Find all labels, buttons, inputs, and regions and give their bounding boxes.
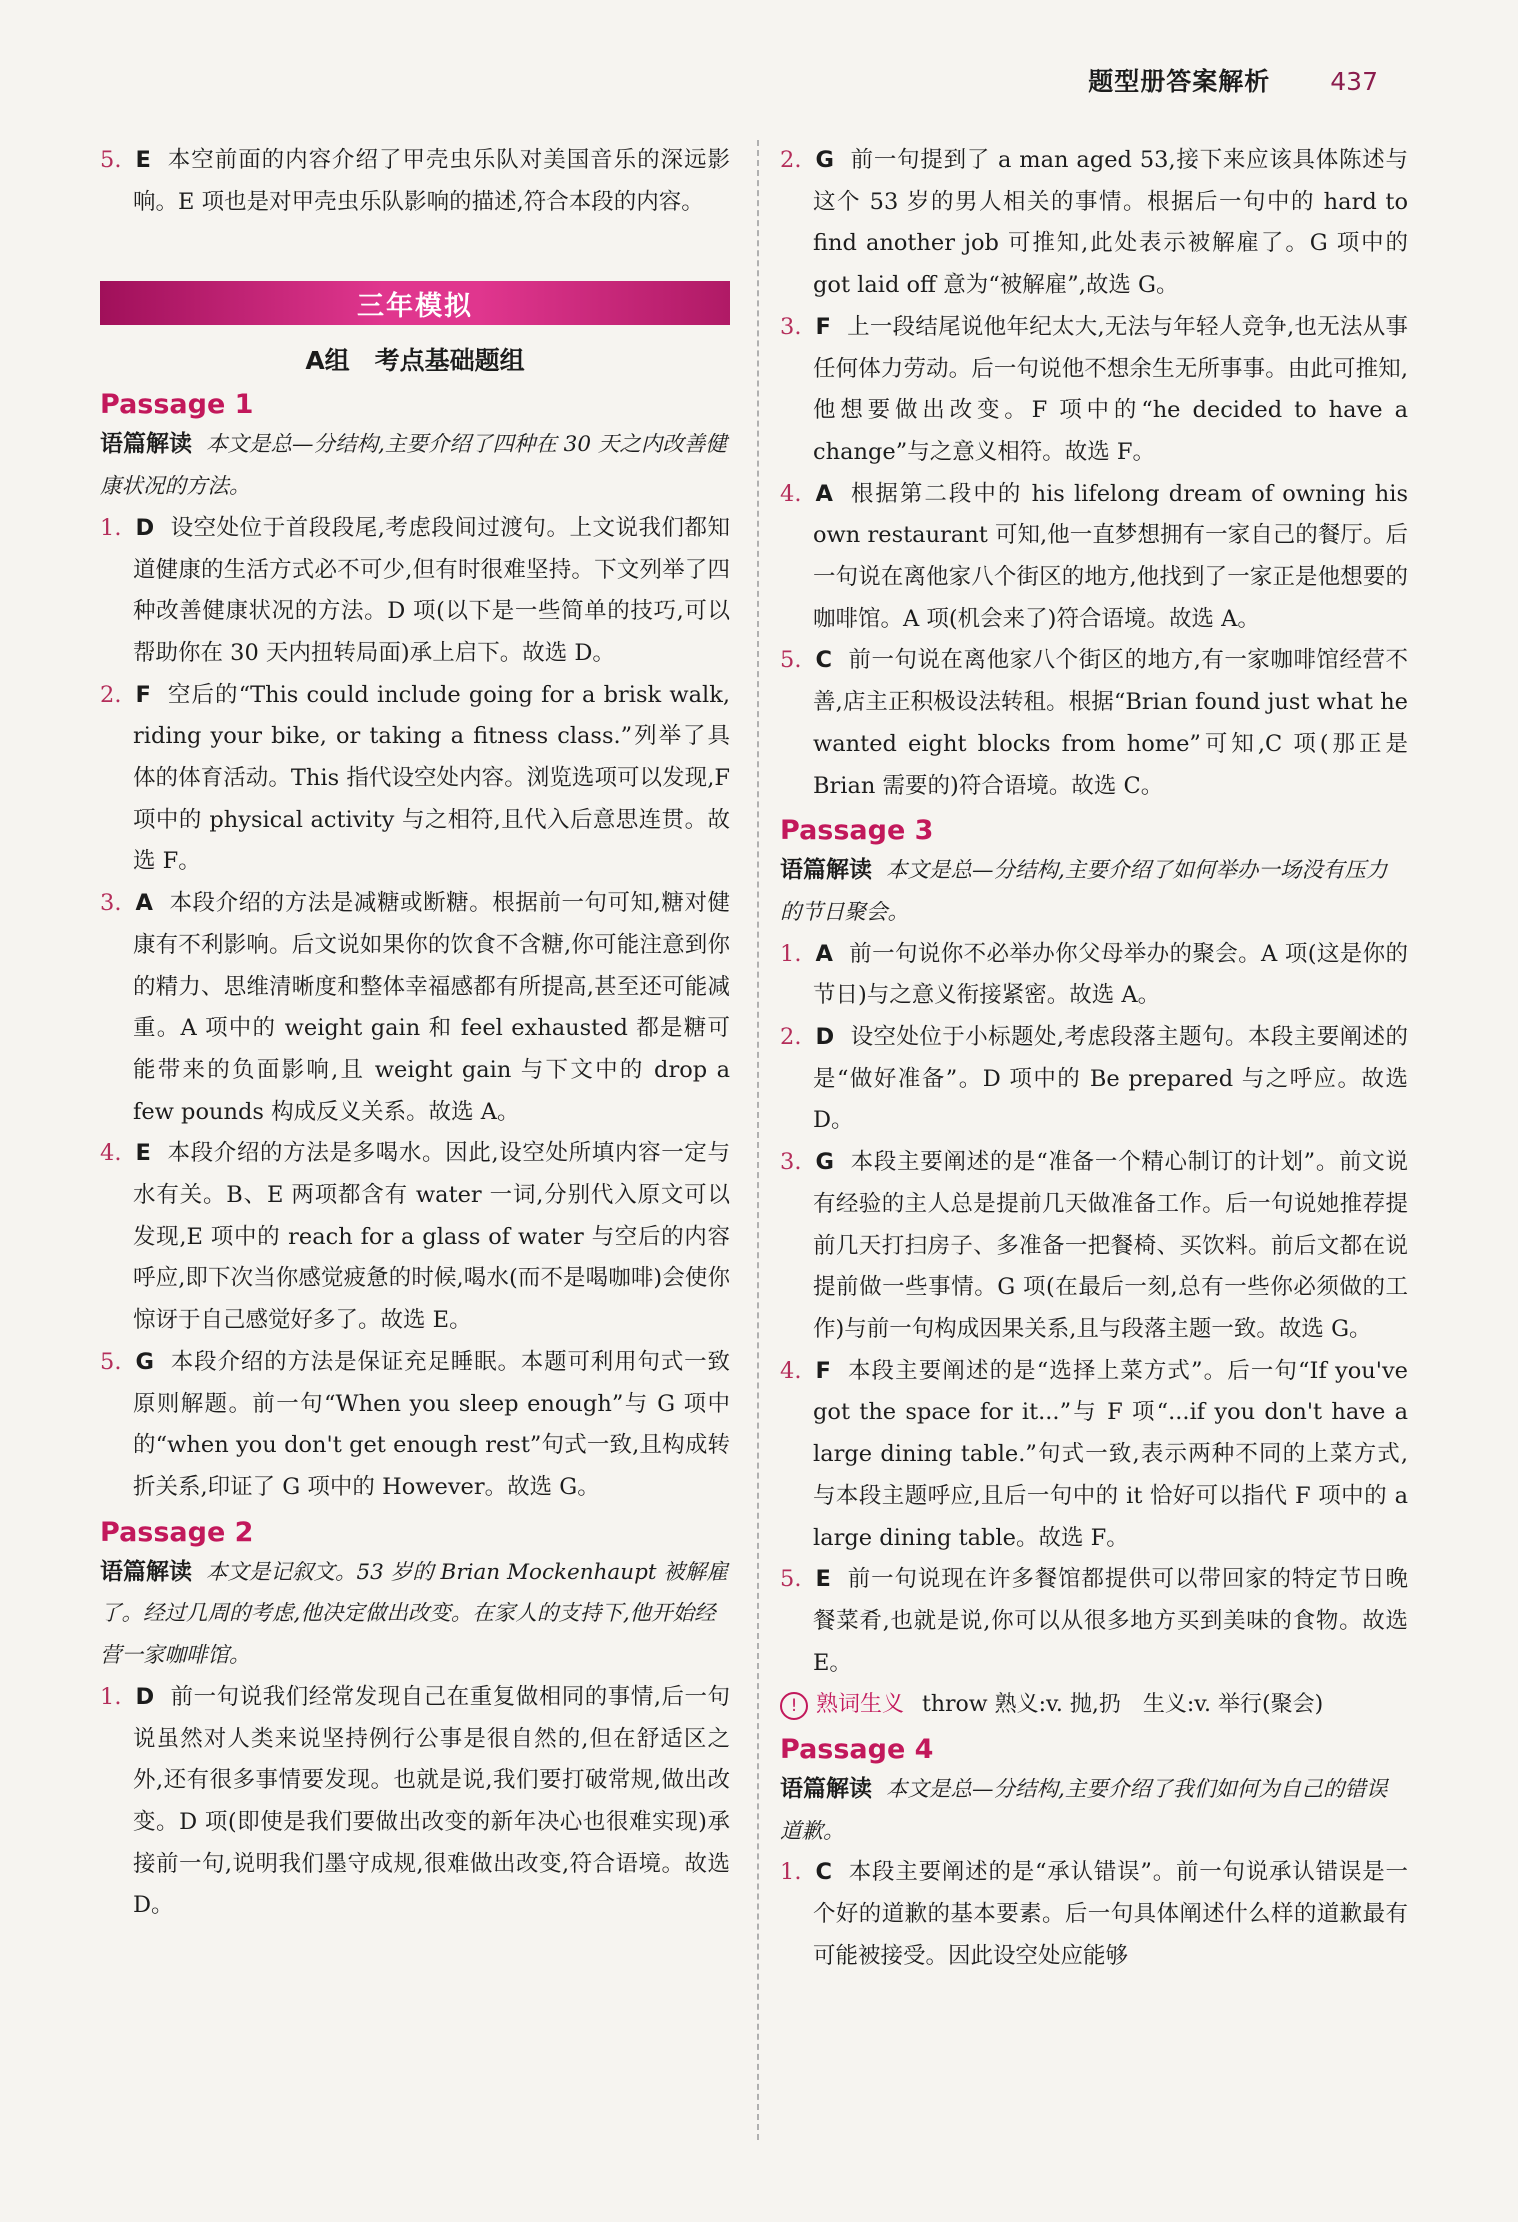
passage-analysis: 语篇解读 本文是记叙文。53 岁的 Brian Mockenhaupt 被解雇了。经过几周的考虑,他决定做出改变。在家人的支持下,他开始经营一家咖啡馆。 xyxy=(100,1558,728,1669)
answer-item: 5. G 本段介绍的方法是保证充足睡眠。本题可利用句式一致原则解题。前一句“When you sleep enough”与 G 项中的“when you don't get enough rest”句式一致,且构成转折关系,印证了 G 项中的 However。故选 G。 xyxy=(100,1348,730,1500)
passage-title: Passage 3 xyxy=(780,815,934,847)
vocab-note: ! 熟词生义 throw 熟义:v. 抛,扔 生义:v. 举行(聚会) xyxy=(780,1684,1408,1726)
answer-item: 1. A 前一句说你不必举办你父母举办的聚会。A 项(这是你的节日)与之意义衔接紧密。故选 A。 xyxy=(780,940,1408,1009)
answer-item: 1. C 本段主要阐述的是“承认错误”。前一句说承认错误是一个好的道歉的基本要素。后一句具体阐述什么样的道歉最有可能被接受。因此设空处应能够 xyxy=(780,1859,1408,1969)
passage-title: Passage 4 xyxy=(780,1734,934,1766)
answer-item: 3. G 本段主要阐述的是“准备一个精心制订的计划”。前文说有经验的主人总是提前几天做准备工作。后一句说她推荐提前几天打扫房子、多准备一把餐椅、买饮料。前后文都在说提前做一些事情。G 项(在最后一刻,总有一些你必须做的工作)与前一句构成因果关系,且与段落主题一致。故选 G。 xyxy=(780,1149,1408,1342)
answer-item: 2. G 前一句提到了 a man aged 53,接下来应该具体陈述与这个 53 岁的男人相关的事情。根据后一句中的 hard to find another job 可推知,此处表示被解雇了。G 项中的 got laid off 意为“被解雇”,故选 G。 xyxy=(780,147,1408,299)
section-banner: 三年模拟 xyxy=(100,281,730,325)
answer-item: 4. A 根据第二段中的 his lifelong dream of owning his own restaurant 可知,他一直梦想拥有一家自己的餐厅。后一句说在离他家八个街区的地方,他找到了一家正是他想要的咖啡馆。A 项(机会来了)符合语境。故选 A。 xyxy=(780,480,1408,632)
passage-analysis: 语篇解读 本文是总—分结构,主要介绍了四种在 30 天之内改善健康状况的方法。 xyxy=(100,431,727,500)
passage-title: Passage 2 xyxy=(100,1516,254,1548)
left-column xyxy=(100,140,730,1927)
answer-item: 1. D 设空处位于首段段尾,考虑段间过渡句。上文说我们都知道健康的生活方式必不可少,但有时很难坚持。下文列举了四种改善健康状况的方法。D 项(以下是一些简单的技巧,可以帮助你在 30 天内扭转局面)承上启下。故选 D。 xyxy=(100,514,730,666)
header-title: 题型册答案解析 xyxy=(1088,67,1271,96)
page-number: 437 xyxy=(1330,67,1378,96)
answer-item: 5. C 前一句说在离他家八个街区的地方,有一家咖啡馆经营不善,店主正积极设法转租。根据“Brian found just what he wanted eight blocks from home”可知,C 项(那正是 Brian 需要的)符合语境。故选 C。 xyxy=(780,647,1408,799)
answer-item: 2. D 设空处位于小标题处,考虑段落主题句。本段主要阐述的是“做好准备”。D 项中的 Be prepared 与之呼应。故选 D。 xyxy=(780,1024,1408,1134)
answer-item: 3. F 上一段结尾说他年纪太大,无法与年轻人竞争,也无法从事任何体力劳动。后一句说他不想余生无所事事。由此可推知,他想要做出改变。F 项中的“he decided to have a change”与之意义相符。故选 F。 xyxy=(780,313,1408,465)
answer-item: 4. F 本段主要阐述的是“选择上菜方式”。后一句“If you've got the space for it...”与 F 项“...if you don't have a large dining table.”句式一致,表示两种不同的上菜方式,与本段主题呼应,且后一句中的 it 恰好可以指代 F 项中的 a large dining table。故选 F。 xyxy=(780,1357,1408,1551)
answer-item: 4. E 本段介绍的方法是多喝水。因此,设空处所填内容一定与水有关。B、E 两项都含有 water 一词,分别代入原文可以发现,E 项中的 reach for a glass of water 与空后的内容呼应,即下次当你感觉疲惫的时候,喝水(而不是喝咖啡)会使你惊讶于自己感觉好多了。故选 E。 xyxy=(100,1140,730,1334)
exclamation-icon: ! xyxy=(780,1692,808,1720)
answer-item: 1. D 前一句说我们经常发现自己在重复做相同的事情,后一句说虽然对人类来说坚持例行公事是很自然的,但在舒适区之外,还有很多事情要发现。也就是说,我们要打破常规,做出改变。D 项(即使是我们要做出改变的新年决心也很难实现)承接前一句,说明我们墨守成规,很难做出改变,符合语境。故选 D。 xyxy=(100,1683,730,1919)
answer-item: 3. A 本段介绍的方法是减糖或断糖。根据前一句可知,糖对健康有不利影响。后文说如果你的饮食不含糖,你可能注意到你的精力、思维清晰度和整体幸福感都有所提高,甚至还可能减重。A 项中的 weight gain 和 feel exhausted 都是糖可能带来的负面影响,且 weight gain 与下文中的 drop a few pounds 构成反义关系。故选 A。 xyxy=(100,890,730,1125)
passage-analysis: 语篇解读 本文是总—分结构,主要介绍了如何举办一场没有压力的节日聚会。 xyxy=(780,857,1388,925)
column-divider xyxy=(757,140,759,2140)
passage-analysis: 语篇解读 本文是总—分结构,主要介绍了我们如何为自己的错误道歉。 xyxy=(780,1776,1388,1844)
answer-item: 5. E 本空前面的内容介绍了甲壳虫乐队对美国音乐的深远影响。E 项也是对甲壳虫乐队影响的描述,符合本段的内容。 xyxy=(100,147,730,215)
right-column xyxy=(780,140,1408,1978)
group-title: A组 考点基础题组 xyxy=(305,346,525,376)
answer-item: 5. E 前一句说现在许多餐馆都提供可以带回家的特定节日晚餐菜肴,也就是说,你可以从很多地方买到美味的食物。故选 E。 xyxy=(780,1566,1408,1676)
answer-item: 2. F 空后的“This could include going for a brisk walk, riding your bike, or taking a fitness class.”列举了具体的体育活动。This 指代设空处内容。浏览选项可以发现,F 项中的 physical activity 与之相符,且代入后意思连贯。故选 F。 xyxy=(100,681,730,875)
passage-title: Passage 1 xyxy=(100,389,254,421)
page-header xyxy=(1088,62,1378,98)
